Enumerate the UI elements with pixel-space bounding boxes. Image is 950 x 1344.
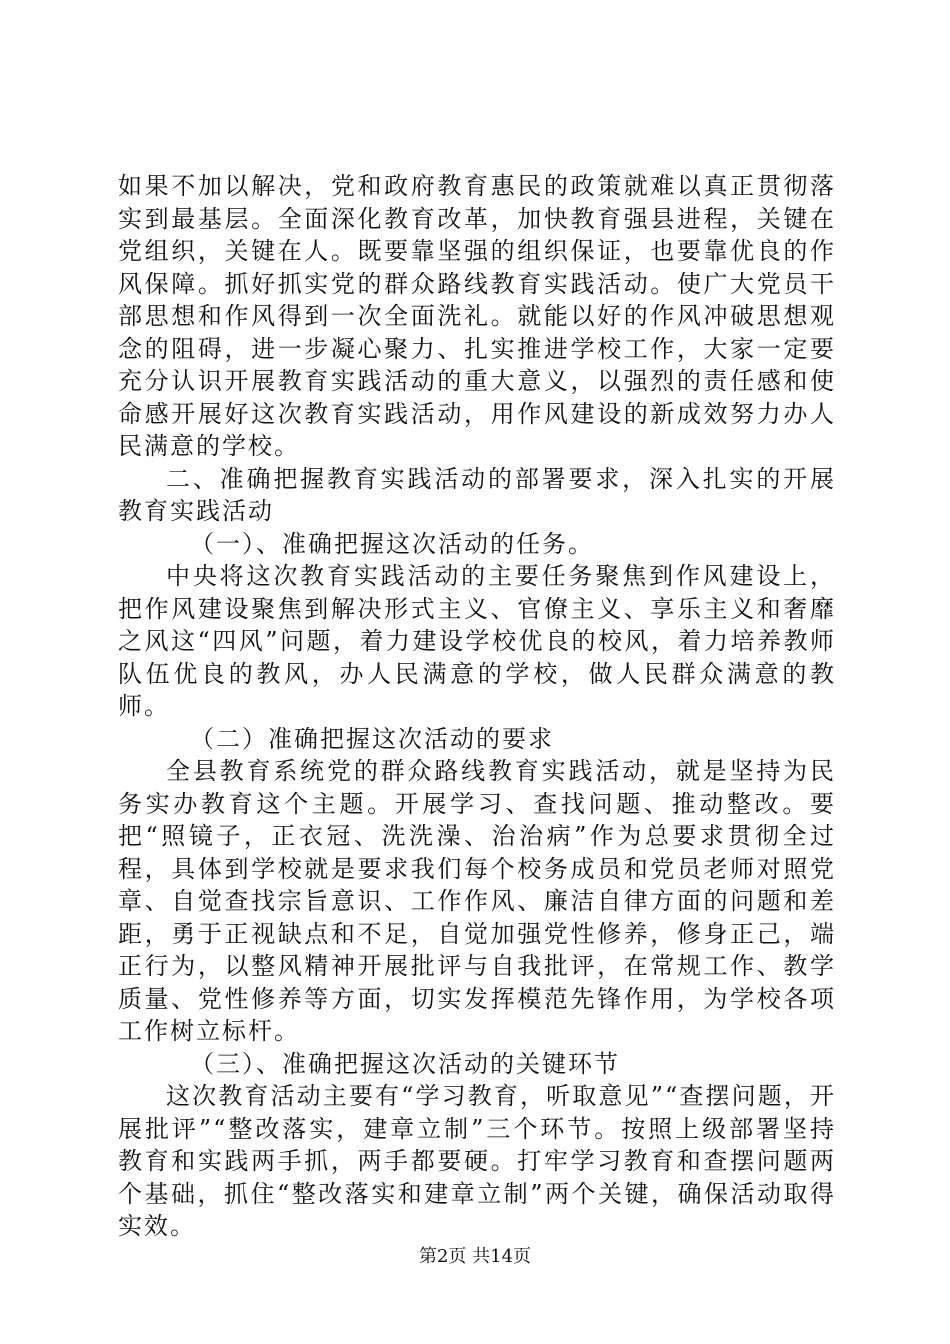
subheading-task: （一）、准确把握这次活动的任务。	[190, 529, 594, 558]
paragraph-requirements: 全县教育系统党的群众路线教育实践活动，就是坚持为民务实办教育这个主题。开展学习、查找问题、推动整改。要把“照镜子，正衣冠、洗洗澡、治治病”作为总要求贯彻全过程，具体到学校就是要求我们每个校务成员和党员老师对照党章、自觉查找宗旨意识、工作作风、廉洁自律方面的问题和差距，勇于正视缺点和不足，自觉加强党性修养，修身正己，端正行为，以整风精神开展批评与自我批评，在常规工作、教学质量、党性修养等方面，切实发挥模范先锋作用，为学校各项工作树立标杆。	[118, 757, 836, 1045]
paragraph-key-steps: 这次教育活动主要有“学习教育，听取意见”“查摆问题，开展批评”“整改落实，建章立制”三个环节。按照上级部署坚持教育和实践两手抓，两手都要硬。打牢学习教育和查摆问题两个基础，抓住“整改落实和建章立制”两个关键，确保活动取得实效。	[118, 1082, 836, 1240]
page-number-footer: 第2页 共14页	[418, 1246, 532, 1267]
subheading-requirements: （二）准确把握这次活动的要求	[190, 724, 554, 753]
document-body	[118, 170, 836, 1243]
paragraph-task: 中央将这次教育实践活动的主要任务聚焦到作风建设上，把作风建设聚焦到解决形式主义、官僚主义、享乐主义和奢靡之风这“四风”问题，着力建设学校优良的校风，着力培养教师队伍优良的教风，办人民满意的学校，做人民群众满意的教师。	[118, 562, 836, 720]
subheading-key-steps: （三）、准确把握这次活动的关键环节	[190, 1049, 620, 1078]
section-heading-two: 二、准确把握教育实践活动的部署要求，深入扎实的开展教育实践活动	[118, 464, 836, 525]
paragraph-continuation: 如果不加以解决，党和政府教育惠民的政策就难以真正贯彻落实到最基层。全面深化教育改革，加快教育强县进程，关键在党组织，关键在人。既要靠坚强的组织保证，也要靠优良的作风保障。抓好抓实党的群众路线教育实践活动。使广大党员干部思想和作风得到一次全面洗礼。就能以好的作风冲破思想观念的阻碍，进一步凝心聚力、扎实推进学校工作，大家一定要充分认识开展教育实践活动的重大意义，以强烈的责任感和使命感开展好这次教育实践活动，用作风建设的新成效努力办人民满意的学校。	[118, 172, 836, 460]
